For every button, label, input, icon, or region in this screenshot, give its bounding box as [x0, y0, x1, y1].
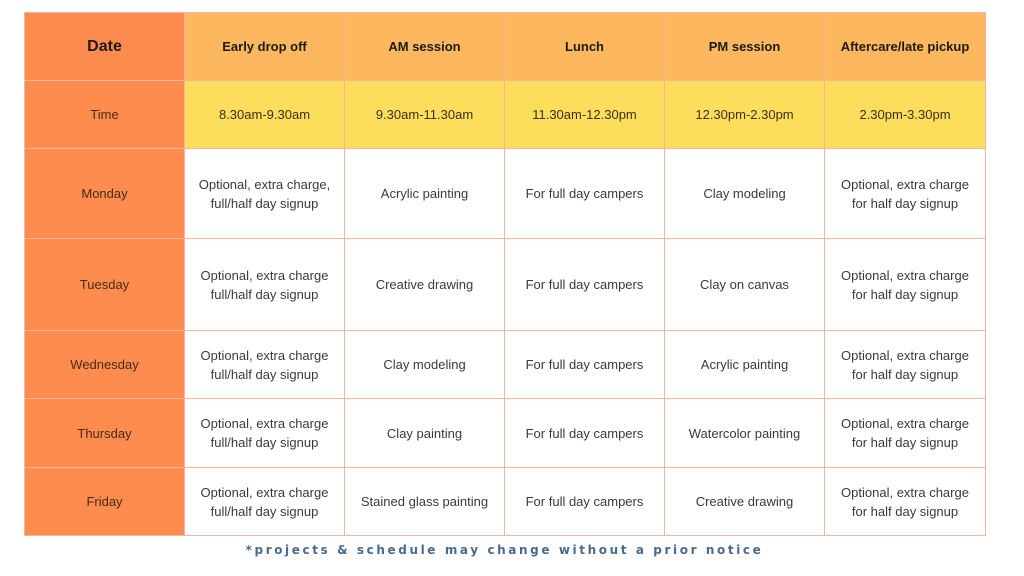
cell-text: Clay modeling [703, 186, 786, 201]
column-header-early-drop-off: Early drop off [185, 13, 345, 81]
day-row-friday [25, 468, 986, 536]
cell-text: Optional, extra charge full/half day signup [200, 416, 329, 450]
cell-text: For full day campers [525, 357, 644, 372]
cell-text: Optional, extra charge for half day signup [841, 176, 969, 211]
schedule-cell [185, 468, 345, 536]
cell-text: Optional, extra charge full/half day signup [200, 347, 329, 382]
date-header: Date [25, 13, 185, 81]
schedule-cell [345, 399, 505, 468]
schedule-cell [185, 399, 345, 468]
day-label: Thursday [25, 399, 185, 468]
schedule-cell [185, 331, 345, 399]
column-header-lunch: Lunch [505, 13, 665, 81]
schedule-cell [665, 399, 825, 468]
day-label: Tuesday [25, 239, 185, 331]
column-header-aftercare: Aftercare/late pickup [825, 13, 986, 81]
schedule-cell [505, 239, 665, 331]
day-label: Wednesday [25, 331, 185, 399]
cell-text: Optional, extra charge for half day signup [841, 416, 969, 450]
schedule-cell [505, 331, 665, 399]
cell-text: For full day campers [525, 186, 644, 201]
schedule-cell [345, 239, 505, 331]
cell-text: Creative drawing [695, 494, 794, 509]
time-am-session: 9.30am-11.30am [345, 81, 505, 149]
schedule-cell [665, 331, 825, 399]
cell-text: Creative drawing [375, 277, 474, 292]
cell-text: Clay modeling [383, 357, 466, 372]
cell-text: Watercolor painting [688, 425, 801, 441]
time-row [25, 81, 986, 149]
schedule-cell [825, 239, 986, 331]
cell-text: Optional, extra charge for half day signup [841, 347, 969, 382]
schedule-cell [825, 399, 986, 468]
schedule-cell [505, 149, 665, 239]
day-label: Monday [25, 149, 185, 239]
footnote: *projects & schedule may change without a prior notice [245, 543, 764, 557]
cell-text: Clay on canvas [700, 277, 789, 292]
cell-text: Stained glass painting [360, 494, 489, 509]
schedule-cell [345, 149, 505, 239]
schedule-table [24, 12, 986, 536]
column-header-am-session: AM session [345, 13, 505, 81]
day-row-tuesday [25, 239, 986, 331]
schedule-cell [505, 468, 665, 536]
time-early-drop-off: 8.30am-9.30am [185, 81, 345, 149]
schedule-cell [185, 149, 345, 239]
day-row-wednesday [25, 331, 986, 399]
schedule-cell [185, 239, 345, 331]
cell-text: Optional, extra charge for half day signup [841, 267, 969, 302]
day-row-thursday [25, 399, 986, 468]
schedule-cell [665, 149, 825, 239]
cell-text: Clay painting [386, 425, 463, 441]
schedule-cell [505, 399, 665, 468]
column-header-pm-session: PM session [665, 13, 825, 81]
day-row-monday [25, 149, 986, 239]
cell-text: For full day campers [525, 494, 644, 509]
cell-text: Optional, extra charge for half day signup [841, 484, 969, 519]
cell-text: Acrylic painting [700, 357, 789, 372]
time-aftercare: 2.30pm-3.30pm [825, 81, 986, 149]
schedule-cell [665, 239, 825, 331]
cell-text: Optional, extra charge full/half day signup [200, 267, 329, 302]
time-pm-session: 12.30pm-2.30pm [665, 81, 825, 149]
day-label: Friday [25, 468, 185, 536]
header-row [25, 13, 986, 81]
cell-text: For full day campers [525, 277, 644, 292]
cell-text: For full day campers [525, 425, 644, 441]
time-label: Time [25, 81, 185, 149]
schedule-cell [825, 331, 986, 399]
schedule-cell [345, 468, 505, 536]
cell-text: Optional, extra charge, full/half day signup [198, 176, 331, 211]
schedule-cell [345, 331, 505, 399]
schedule-cell [665, 468, 825, 536]
time-lunch: 11.30am-12.30pm [505, 81, 665, 149]
cell-text: Optional, extra charge full/half day signup [200, 484, 329, 519]
cell-text: Acrylic painting [380, 186, 469, 201]
schedule-cell [825, 468, 986, 536]
schedule-cell [825, 149, 986, 239]
